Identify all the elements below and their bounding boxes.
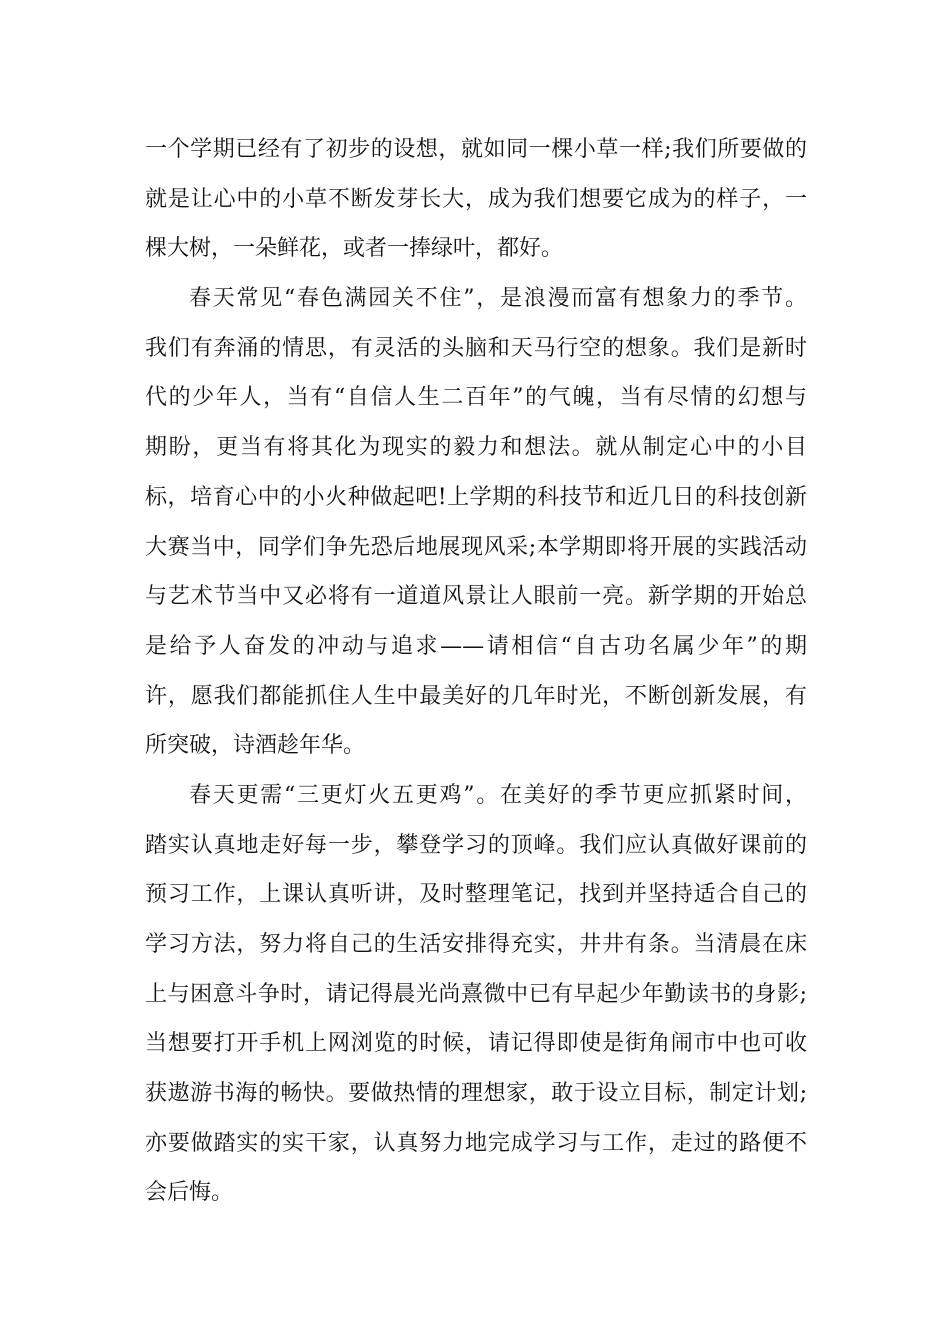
text-line: 许，愿我们都能抓住人生中最美好的几年时光，不断创新发展，有 <box>145 683 807 709</box>
text-line: 大赛当中，同学们争先恐后地展现风采;本学期即将开展的实践活动 <box>145 534 807 560</box>
text-line: 春天常见“春色满园关不住”，是浪漫而富有想象力的季节。 <box>189 286 807 312</box>
text-line: 标，培育心中的小火种做起吧!上学期的科技节和近几日的科技创新 <box>145 484 807 510</box>
text-line: 春天更需“三更灯火五更鸡”。在美好的季节更应抓紧时间， <box>189 782 807 808</box>
text-line: 上与困意斗争时，请记得晨光尚熹微中已有早起少年勤读书的身影; <box>145 981 807 1007</box>
text-line: 踏实认真地走好每一步，攀登学习的顶峰。我们应认真做好课前的 <box>145 832 807 858</box>
text-line: 会后悔。 <box>145 1180 234 1206</box>
text-line: 棵大树，一朵鲜花，或者一捧绿叶，都好。 <box>145 236 564 262</box>
text-line: 学习方法，努力将自己的生活安排得充实，井井有条。当清晨在床 <box>145 932 807 957</box>
text-line: 代的少年人，当有“自信人生二百年”的气魄，当有尽情的幻想与 <box>145 385 807 411</box>
text-line: 预习工作，上课认真听讲，及时整理笔记，找到并坚持适合自己的 <box>145 882 807 908</box>
body-text <box>145 125 807 1218</box>
text-line: 一个学期已经有了初步的设想，就如同一棵小草一样;我们所要做的 <box>145 137 807 162</box>
text-line: 期盼，更当有将其化为现实的毅力和想法。就从制定心中的小目 <box>145 435 807 461</box>
text-line: 获遨游书海的畅快。要做热情的理想家，敢于设立目标，制定计划; <box>145 1081 807 1107</box>
text-line: 亦要做踏实的实干家，认真努力地完成学习与工作，走过的路便不 <box>145 1130 807 1156</box>
text-line: 所突破，诗酒趁年华。 <box>145 733 366 759</box>
text-line: 是给予人奋发的冲动与追求——请相信“自古功名属少年”的期 <box>145 633 807 659</box>
text-line: 我们有奔涌的情思，有灵活的头脑和天马行空的想象。我们是新时 <box>145 335 807 361</box>
text-line: 当想要打开手机上网浏览的时候，请记得即使是街角闹市中也可收 <box>145 1031 807 1057</box>
text-line: 与艺术节当中又必将有一道道风景让人眼前一亮。新学期的开始总 <box>145 584 807 610</box>
text-line: 就是让心中的小草不断发芽长大，成为我们想要它成为的样子，一 <box>145 186 807 212</box>
